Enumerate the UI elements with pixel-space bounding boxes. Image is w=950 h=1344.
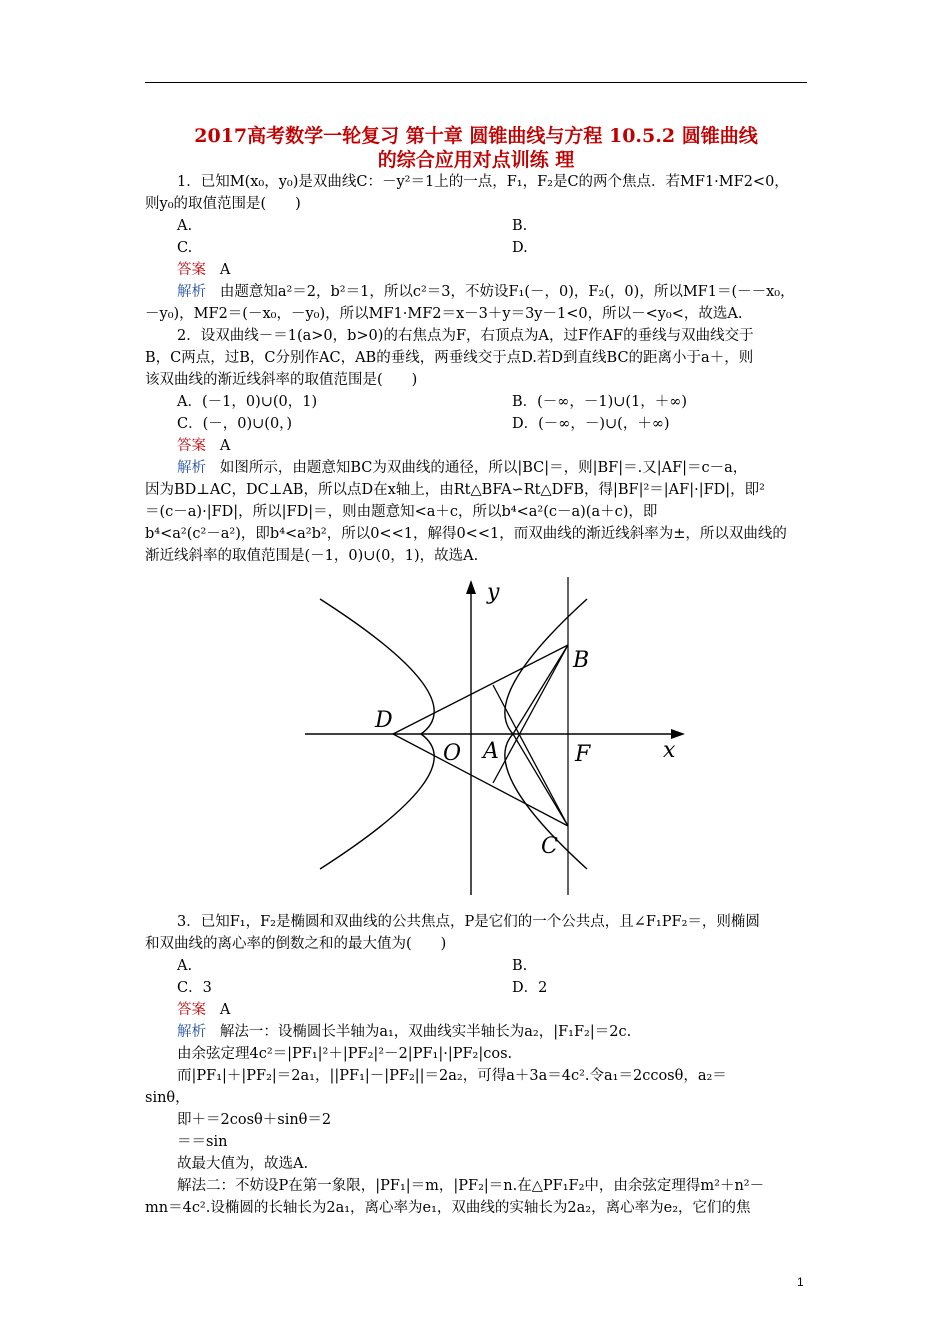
- segment-dc: [393, 734, 568, 826]
- label-x: x: [663, 738, 676, 763]
- q2-answer-value: A: [219, 438, 231, 454]
- q3-analysis-line-7: 故最大值为，故选A.: [177, 1156, 309, 1172]
- q1-analysis-line-1: [177, 282, 795, 302]
- q2-analysis-label: 解析: [177, 460, 206, 476]
- hyperbola-figure: [305, 577, 705, 895]
- q3-answer: [177, 1000, 230, 1020]
- q3-analysis-line-8: 解法二：不妨设P在第一象限，|PF₁|＝m，|PF₂|＝n.在△PF₁F₂中，由余弦定理得m²＋n²－: [177, 1178, 765, 1194]
- q3-analysis-text-1: 解法一：设椭圆长半轴为a₁，双曲线实半轴长为a₂，|F₁F₂|＝2c.: [219, 1024, 632, 1040]
- title-line-1: 2017高考数学一轮复习 第十章 圆锥曲线与方程 10.5.2 圆锥曲线: [194, 125, 758, 147]
- q2-option-c: C．(－，0)∪(0，): [177, 416, 293, 432]
- q1-analysis-line-2: －y₀)，MF2＝(－x₀，－y₀)，所以MF1·MF2＝x－3＋y＝3y－1<0，所以－<y₀<，故选A.: [145, 306, 743, 322]
- q2-option-d: D．(－∞，－)∪(，＋∞): [512, 416, 670, 432]
- q3-stem-line-1: 3．已知F₁，F₂是椭圆和双曲线的公共焦点，P是它们的一个公共点，且∠F₁PF₂＝，则椭圆: [177, 914, 760, 930]
- q2-stem-line-2: B，C两点，过B，C分别作AC，AB的垂线，两垂线交于点D.若D到直线BC的距离小于a＋，则: [145, 350, 754, 366]
- q3-option-c: C．3: [177, 980, 212, 996]
- q3-analysis-line-6: ＝＝sin: [177, 1134, 228, 1150]
- q2-analysis-line-1: [177, 458, 747, 478]
- header-rule: [145, 82, 807, 83]
- label-f: F: [575, 742, 591, 767]
- q2-answer-label: 答案: [177, 438, 206, 454]
- q2-answer: [177, 436, 230, 456]
- q3-option-b: B.: [512, 958, 528, 974]
- q1-option-a: A.: [177, 218, 193, 234]
- q2-analysis-line-5: 渐近线斜率的取值范围是(－1，0)∪(0，1)，故选A.: [145, 548, 479, 564]
- q3-answer-label: 答案: [177, 1002, 206, 1018]
- q1-answer-value: A: [219, 262, 231, 278]
- q3-analysis-line-2: 由余弦定理4c²＝|PF₁|²＋|PF₂|²－2|PF₁|·|PF₂|cos.: [177, 1046, 513, 1062]
- q1-option-b: B.: [512, 218, 528, 234]
- label-o: O: [443, 741, 462, 766]
- q3-analysis-line-3: 而|PF₁|＋|PF₂|＝2a₁，||PF₁|－|PF₂||＝2a₂，可得a＋3a＝4c².令a₁＝2ccosθ，a₂＝: [177, 1068, 727, 1084]
- label-y: y: [487, 580, 500, 605]
- y-axis-arrow: [466, 580, 476, 594]
- document-title: [145, 124, 807, 172]
- q3-analysis-line-9: mn＝4c².设椭圆的长轴长为2a₁，离心率为e₁，双曲线的实轴长为2a₂，离心率为e₂，它们的焦: [145, 1200, 751, 1216]
- q3-stem-line-2: 和双曲线的离心率的倒数之和的最大值为( ): [145, 936, 447, 952]
- q2-analysis-text-1: 如图所示，由题意知BC为双曲线的通径，所以|BC|＝，则|BF|＝.又|AF|＝c－a，: [219, 460, 748, 476]
- q3-analysis-line-4: sinθ，: [145, 1090, 190, 1106]
- label-a: A: [483, 739, 499, 764]
- q1-option-c: C.: [177, 240, 193, 256]
- q2-stem-line-3: 该双曲线的渐近线斜率的取值范围是( ): [145, 372, 418, 388]
- page-number: 1: [797, 1275, 804, 1289]
- q1-answer-label: 答案: [177, 262, 206, 278]
- q1-analysis-text-1: 由题意知a²＝2，b²＝1，所以c²＝3，不妨设F₁(－，0)，F₂(，0)，所以MF1＝(－－x₀，: [219, 284, 795, 300]
- q1-analysis-label: 解析: [177, 284, 206, 300]
- title-line-2: 的综合应用对点训练 理: [377, 149, 575, 171]
- q2-option-b: B．(－∞，－1)∪(1，＋∞): [512, 394, 688, 410]
- q3-option-a: A.: [177, 958, 193, 974]
- q3-analysis-line-5: 即＋＝2cosθ＋sinθ＝2: [177, 1112, 332, 1128]
- q2-option-a: A．(－1，0)∪(0，1): [177, 394, 318, 410]
- label-c: C: [541, 834, 558, 859]
- q3-option-d: D．2: [512, 980, 548, 996]
- q1-stem-line-2: 则y₀的取值范围是( ): [145, 196, 301, 212]
- q1-answer: [177, 260, 230, 280]
- q1-option-d: D.: [512, 240, 528, 256]
- q3-analysis-line-1: [177, 1022, 631, 1042]
- q3-analysis-label: 解析: [177, 1024, 206, 1040]
- label-b: B: [573, 648, 590, 673]
- label-d: D: [375, 708, 393, 733]
- q2-analysis-line-2: 因为BD⊥AC，DC⊥AB，所以点D在x轴上，由Rt△BFA∽Rt△DFB，得|BF|²＝|AF|·|FD|，即²: [145, 482, 765, 498]
- q3-answer-value: A: [219, 1002, 231, 1018]
- q2-stem-line-1: 2．设双曲线－＝1(a>0，b>0)的右焦点为F，右顶点为A，过F作AF的垂线与双曲线交于: [177, 328, 754, 344]
- q2-analysis-line-4: b⁴<a²(c²－a²)，即b⁴<a²b²，所以0<<1，解得0<<1，而双曲线的渐近线斜率为±，所以双曲线的: [145, 526, 787, 542]
- q2-analysis-line-3: ＝(c－a)·|FD|，所以|FD|＝，则由题意知<a＋c，所以b⁴<a²(c－a)(a＋c)，即: [145, 504, 658, 520]
- q1-stem-line-1: 1．已知M(x₀，y₀)是双曲线C：－y²＝1上的一点，F₁，F₂是C的两个焦点．若MF1·MF2<0，: [177, 174, 789, 190]
- segment-db: [393, 645, 568, 734]
